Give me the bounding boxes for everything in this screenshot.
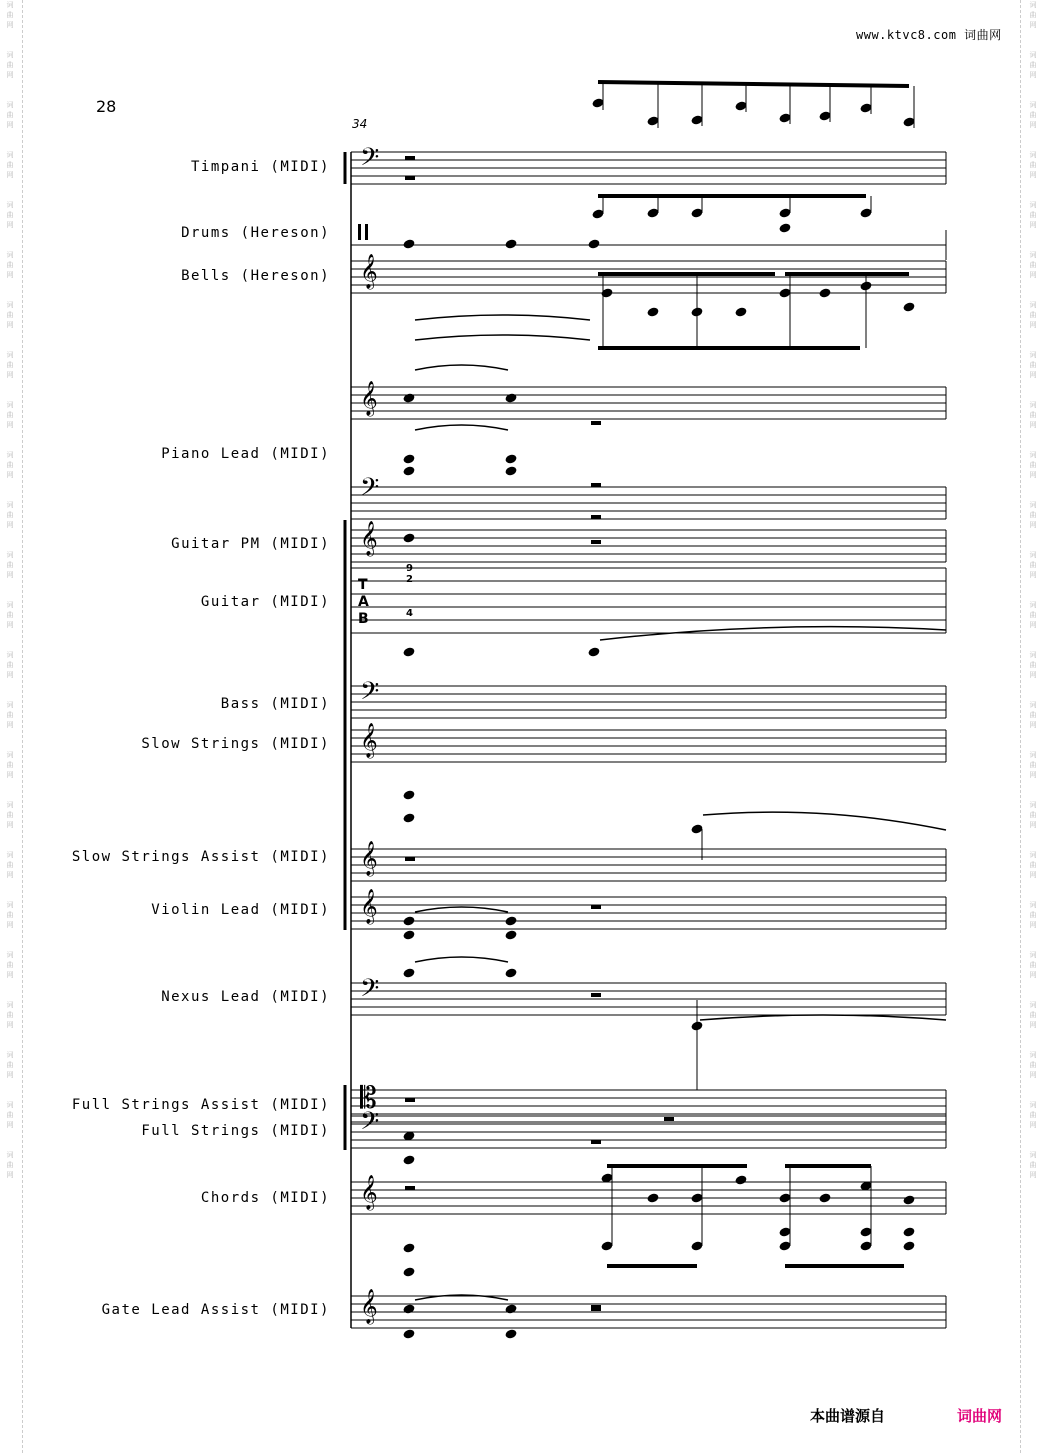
measure-number: 34 — [352, 117, 368, 131]
notation-marks — [345, 82, 946, 1340]
tab-fret-number: 4 — [406, 608, 413, 619]
footer-source-label: 本曲谱源自 — [810, 1407, 886, 1425]
instrument-label-full-strings: Full Strings (MIDI) — [141, 1123, 330, 1139]
svg-text:𝄢: 𝄢 — [360, 473, 380, 508]
page-number: 28 — [96, 97, 117, 116]
svg-text:𝄞: 𝄞 — [360, 841, 378, 876]
watermark-strip-left: 词 曲 网 词 曲 网 词 曲 网 词 曲 网 词 曲 网 词 曲 网 词 曲 网 词 曲 网 词 曲 网 词 曲 网 词 曲 网 词 曲 网 词 曲 网 词 曲 网 词 曲 网 词 曲 网 词 曲 网 词 曲 网 词 曲 网 词 曲 网 词 曲 网 词 曲 网 词 曲 网 词 曲 网 — [6, 1, 14, 1179]
svg-text:𝄞: 𝄞 — [360, 521, 378, 556]
instrument-label-bass: Bass (MIDI) — [220, 696, 330, 712]
tab-letter-t: T — [358, 577, 368, 593]
instrument-label-full-strings-assist: Full Strings Assist (MIDI) — [71, 1097, 330, 1113]
svg-text:𝄞: 𝄞 — [360, 889, 378, 924]
instrument-label-timpani: Timpani (MIDI) — [190, 159, 330, 175]
svg-text:𝄞: 𝄞 — [360, 1289, 378, 1324]
instrument-label-slow-strings-assist: Slow Strings Assist (MIDI) — [71, 849, 330, 865]
instrument-label-bells: Bells (Hereson) — [181, 268, 330, 284]
site-url: www.ktvc8.com 词曲网 — [856, 28, 1002, 42]
svg-text:𝄢: 𝄢 — [360, 143, 380, 178]
tab-fret-number: 9 — [406, 563, 413, 574]
instrument-label-slow-strings: Slow Strings (MIDI) — [141, 736, 330, 752]
instrument-label-drums: Drums (Hereson) — [181, 225, 330, 241]
staff-lines — [351, 152, 946, 1328]
svg-text:𝄞: 𝄞 — [360, 723, 378, 758]
svg-text:𝄢: 𝄢 — [360, 677, 380, 712]
svg-text:𝄢: 𝄢 — [360, 974, 380, 1009]
instrument-label-guitar-pm: Guitar PM (MIDI) — [171, 536, 330, 552]
svg-text:𝄞: 𝄞 — [360, 1175, 378, 1210]
footer-brand: 词曲网 — [957, 1407, 1003, 1425]
instrument-label-violin-lead: Violin Lead (MIDI) — [151, 902, 330, 918]
instrument-label-chords: Chords (MIDI) — [200, 1190, 330, 1206]
svg-text:𝄡: 𝄡 — [360, 1081, 377, 1116]
tab-letter-a: A — [358, 594, 369, 610]
instrument-label-gate-lead-assist: Gate Lead Assist (MIDI) — [101, 1302, 330, 1318]
svg-text:𝄢: 𝄢 — [360, 1107, 380, 1142]
tab-fret-number: 2 — [406, 574, 413, 585]
tab-letter-b: B — [358, 611, 369, 627]
instrument-label-guitar: Guitar (MIDI) — [200, 594, 330, 610]
instrument-label-piano-lead: Piano Lead (MIDI) — [161, 446, 330, 462]
guitar-tab — [358, 563, 413, 627]
svg-text:𝄞: 𝄞 — [360, 381, 378, 416]
svg-text:𝄞: 𝄞 — [360, 254, 378, 289]
instrument-label-nexus-lead: Nexus Lead (MIDI) — [161, 989, 330, 1005]
watermark-strip-right: 词 曲 网 词 曲 网 词 曲 网 词 曲 网 词 曲 网 词 曲 网 词 曲 网 词 曲 网 词 曲 网 词 曲 网 词 曲 网 词 曲 网 词 曲 网 词 曲 网 词 曲 网 词 曲 网 词 曲 网 词 曲 网 词 曲 网 词 曲 网 词 曲 网 词 曲 网 词 曲 网 词 曲 网 — [1029, 1, 1037, 1179]
